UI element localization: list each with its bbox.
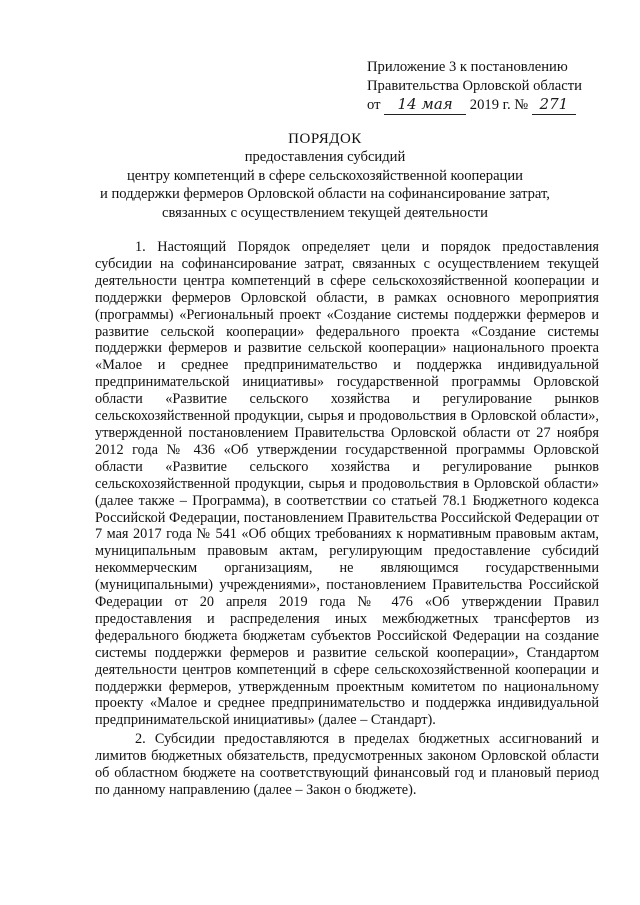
paragraph-2: 2. Субсидии предоставляются в пределах бюджетных ассигнований и лимитов бюджетных обязательств, предусмотренных законом Орловской области об областном бюджете на соответствующий финансовый год и плановый период по данному направлению (далее – Закон о бюджете). [95, 731, 599, 798]
paragraph-1: 1. Настоящий Порядок определяет цели и порядок предоставления субсидии на софинансирование затрат, связанных с осуществлением текущей деятельности центра компетенций в сфере сельскохозяйственной кооперации и поддержки фермеров Орловской области, в рамках основного мероприятия (программы) «Региональный проект «Создание системы поддержки фермеров и развитие сельской кооперации» федерального проекта «Создание системы поддержки фермеров и развитие сельской кооперации» национального проекта «Малое и среднее предпринимательство и поддержка индивидуальной предпринимательской инициативы» государственной программы Орловской области «Развитие сельского хозяйства и регулирование рынков сельскохозяйственной продукции, сырья и продовольствия в Орловской области», утвержденной постановлением Правительства Орловской области от 27 ноября 2012 года № 436 «Об утверждении государственной программы Орловской области «Развитие сельского хозяйства и регулирование рынков сельскохозяйственной продукции, сырья и продовольствия в Орловской области» (далее также – Программа), в соответствии со статьей 78.1 Бюджетного кодекса Российской Федерации, постановлением Правительства Российской Федерации от 7 мая 2017 года № 541 «Об общих требованиях к нормативным правовым актам, муниципальным правовым актам, регулирующим предоставление субсидий некоммерческим организациям, не являющимся государственными (муниципальными) учреждениями», постановлением Правительства Российской Федерации от 20 апреля 2019 года № 476 «Об утверждении Правил предоставления и распределения иных межбюджетных трансфертов из федерального бюджета бюджетам субъектов Российской Федерации на создание системы поддержки фермеров и развитие сельской кооперации», Стандартом деятельности центров компетенций в сфере сельскохозяйственной кооперации и поддержки фермеров, утвержденным проектным комитетом по национальному проекту «Малое и среднее предпринимательство и поддержка индивидуальной предпринимательской инициативы» (далее – Стандарт). [95, 239, 599, 729]
handwritten-number: 271 [532, 95, 576, 115]
attachment-block [367, 58, 607, 115]
subtitle-line-4: связанных с осуществлением текущей деятельности [162, 204, 488, 221]
document-body [95, 239, 599, 801]
date-prefix: от [367, 97, 381, 113]
subtitle-line-1: предоставления субсидий [244, 149, 406, 165]
attachment-line-2: Правительства Орловской области [367, 77, 582, 94]
document-title: ПОРЯДОК [288, 131, 362, 147]
handwritten-date: 14 мая [384, 95, 466, 115]
subtitle-line-3: и поддержки фермеров Орловской области на софинансирование затрат, [100, 186, 550, 202]
year-text: 2019 г. № [469, 97, 529, 113]
attachment-line-1: Приложение 3 к постановлению [367, 59, 568, 75]
subtitle-line-2: центру компетенций в сфере сельскохозяйственной кооперации [127, 167, 523, 184]
attachment-date-line [367, 95, 607, 115]
document-subtitle [90, 148, 560, 222]
